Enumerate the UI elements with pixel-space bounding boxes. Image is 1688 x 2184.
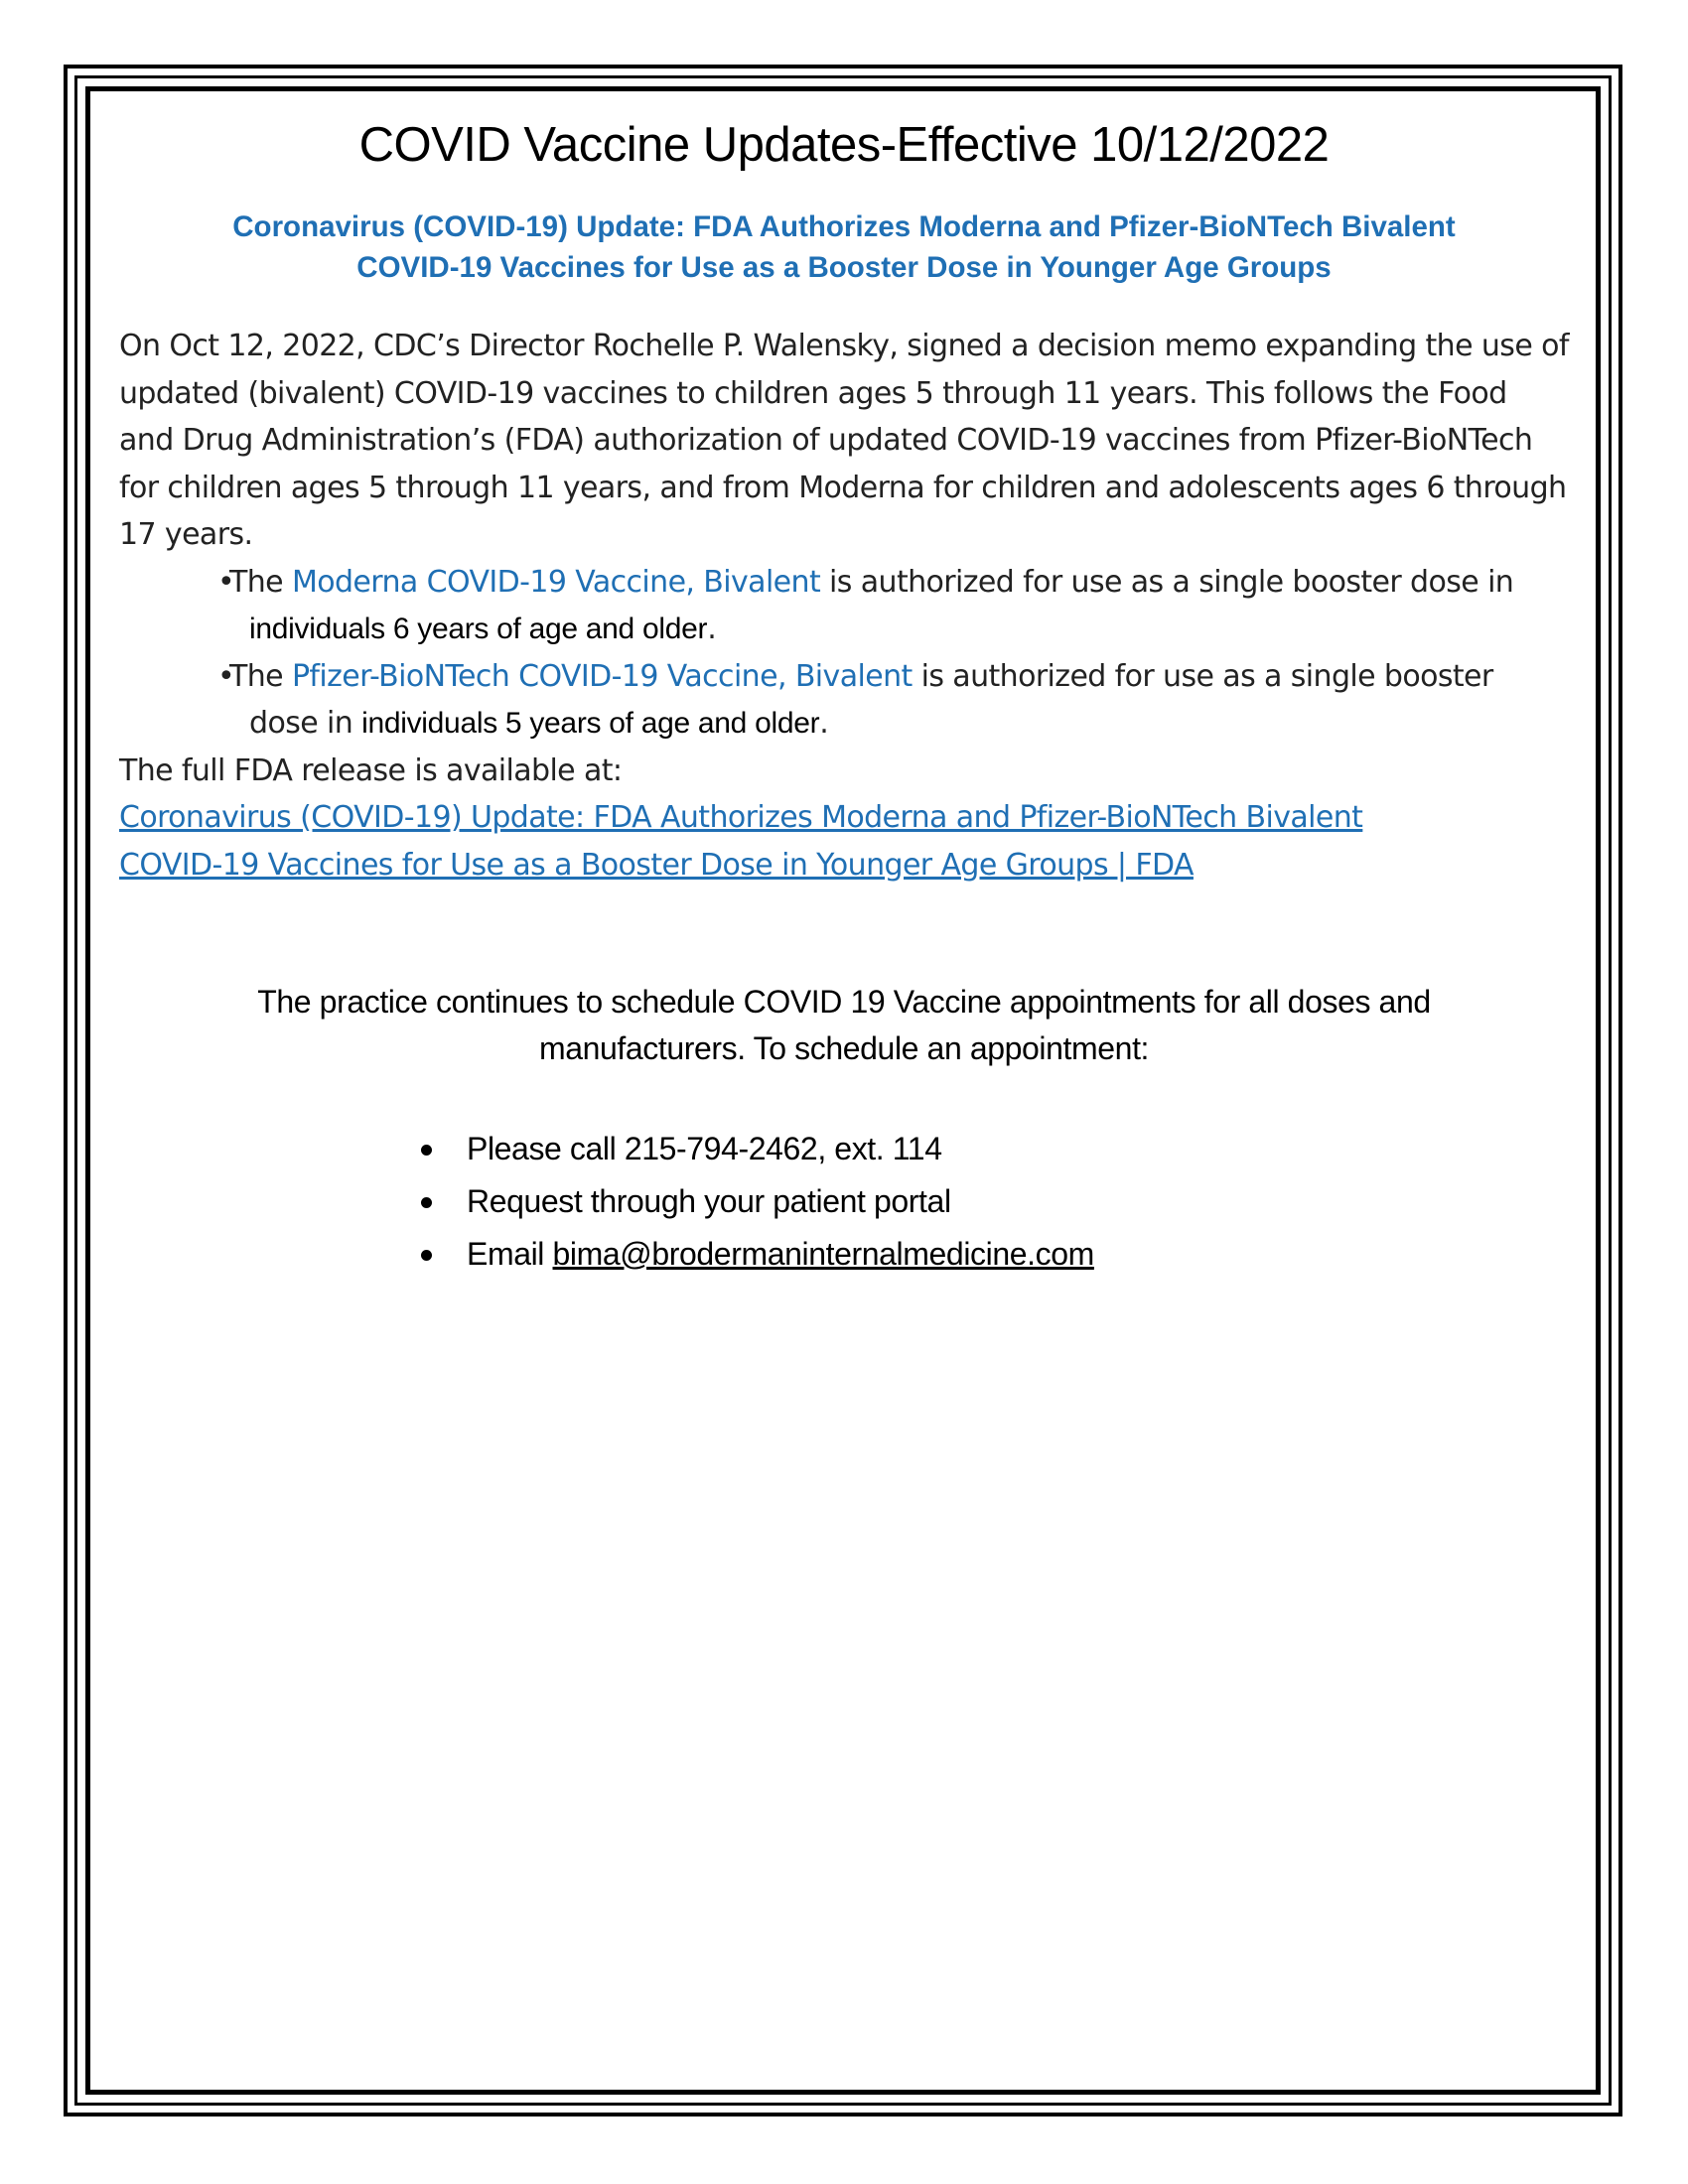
bullet-icon: [421, 1145, 432, 1156]
schedule-notice: [149, 979, 1539, 1072]
release-label: The full FDA release is available at:: [119, 752, 623, 788]
vaccine-bullet-pfizer: [119, 653, 1569, 748]
bullet-suffix: .: [819, 706, 829, 741]
fda-release-link[interactable]: [119, 800, 1362, 883]
schedule-line-1: The practice continues to schedule COVID 19 Vaccine appointments for all doses and: [257, 984, 1431, 1020]
pfizer-population: individuals 5 years of age and older: [361, 707, 820, 740]
fda-release-link-line-1[interactable]: Coronavirus (COVID-19) Update: FDA Authorizes Moderna and Pfizer-BioNTech Bivalent: [119, 800, 1363, 835]
headline: [129, 206, 1559, 288]
bullet-suffix: .: [707, 612, 717, 646]
contact-item-portal: [417, 1175, 1094, 1228]
headline-line-1: Coronavirus (COVID-19) Update: FDA Authorizes Moderna and Pfizer-BioNTech Bivalent: [232, 210, 1456, 243]
bullet-middle: is authorized for use as a single booster dose in: [249, 658, 1493, 741]
bullet-middle: is authorized for use as a single booster dose in: [820, 564, 1514, 600]
bullet-icon: [421, 1197, 432, 1208]
bullet-prefix: The: [229, 658, 292, 694]
vaccine-bullet-list: [119, 559, 1569, 748]
bullet-dot-icon: •: [217, 564, 235, 600]
intro-paragraph: On Oct 12, 2022, CDC’s Director Rochelle P. Walensky, signed a decision memo expanding the use of updated (bivalent) COVID-19 vaccines to children ages 5 through 11 years. This follows the Food and Drug Administration’s (FDA) authorization of updated COVID-19 vaccines from Pfizer-BioNTech for children ages 5 through 11 years, and from Moderna for children and adolescents ages 6 through 17 years.: [119, 329, 1569, 552]
fda-release-link-line-2[interactable]: COVID-19 Vaccines for Use as a Booster Dose in Younger Age Groups | FDA: [119, 847, 1194, 883]
page-title: COVID Vaccine Updates-Effective 10/12/2022: [358, 118, 1330, 172]
bullet-prefix: The: [229, 564, 292, 600]
moderna-population: individuals 6 years of age and older: [249, 613, 708, 645]
contact-item-phone: [417, 1123, 1094, 1175]
bullet-icon: [421, 1250, 432, 1261]
email-link[interactable]: bima@brodermaninternalmedicine.com: [552, 1236, 1094, 1272]
email-label: Email: [467, 1236, 553, 1272]
article-body: [119, 323, 1569, 888]
contact-options-list: [417, 1123, 1094, 1281]
bullet-dot-icon: •: [217, 658, 235, 694]
contact-item-email: [417, 1228, 1094, 1281]
contact-phone-text: Please call 215-794-2462, ext. 114: [467, 1131, 942, 1166]
moderna-product-name: Moderna COVID-19 Vaccine, Bivalent: [291, 564, 821, 600]
contact-portal-text: Request through your patient portal: [467, 1183, 951, 1219]
vaccine-bullet-moderna: [119, 559, 1569, 653]
headline-line-2: COVID-19 Vaccines for Use as a Booster Dose in Younger Age Groups: [356, 251, 1332, 284]
pfizer-product-name: Pfizer-BioNTech COVID-19 Vaccine, Bivalent: [291, 658, 913, 694]
schedule-line-2: manufacturers. To schedule an appointment:: [538, 1030, 1150, 1066]
